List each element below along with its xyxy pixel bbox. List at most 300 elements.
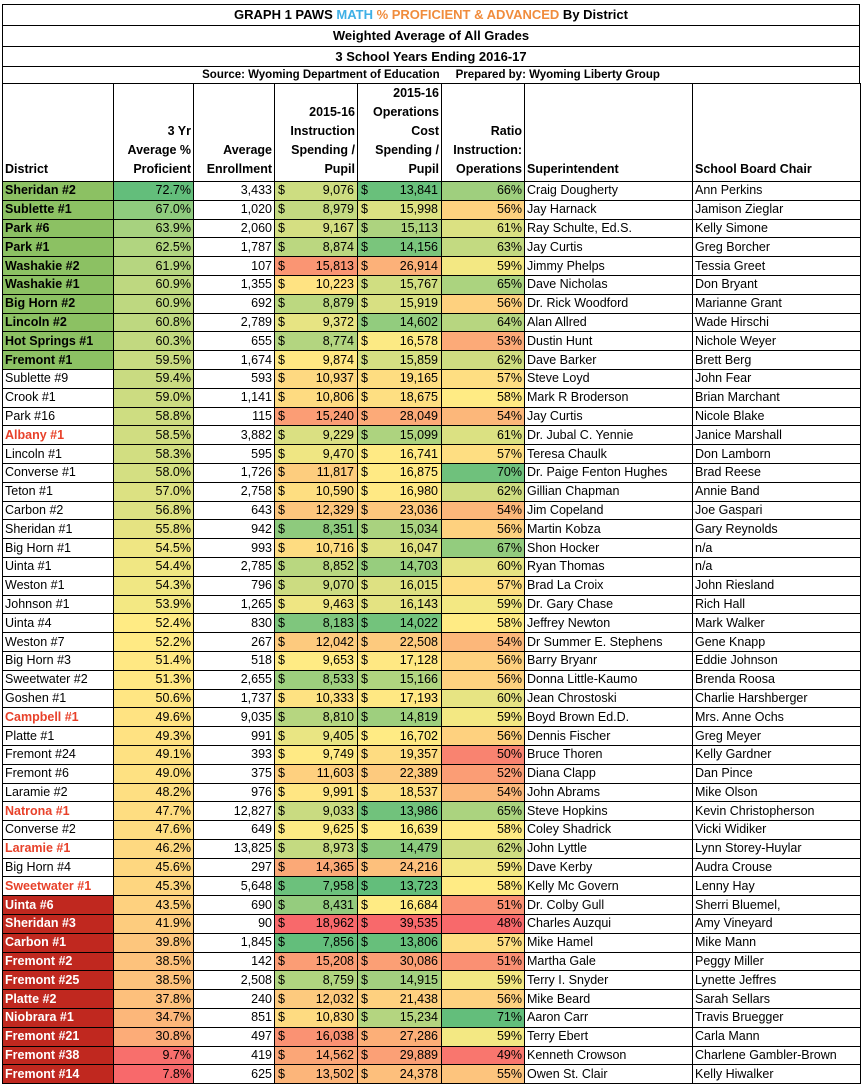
- money-wrap: [275, 652, 357, 669]
- operations-spending-cell: [358, 407, 442, 426]
- enrollment-cell: 993: [194, 539, 275, 558]
- instruction-value: 8,973: [322, 841, 354, 856]
- instruction-spending-cell: [275, 708, 358, 727]
- district-cell: Uinta #6: [3, 896, 114, 915]
- table-row: [3, 764, 861, 783]
- instruction-value: 8,774: [322, 333, 354, 348]
- table-row: [3, 595, 861, 614]
- dollar-sign: $: [278, 258, 285, 273]
- operations-value: 14,156: [399, 239, 438, 254]
- operations-spending-cell: [358, 745, 442, 764]
- instruction-value: 8,979: [322, 202, 354, 217]
- dollar-sign: $: [361, 897, 368, 912]
- ratio-cell: 71%: [442, 1009, 525, 1028]
- ratio-cell: 59%: [442, 595, 525, 614]
- dollar-sign: $: [278, 935, 285, 950]
- dollar-sign: $: [361, 728, 368, 743]
- chart-title: [2, 4, 860, 25]
- instruction-spending-cell: [275, 257, 358, 276]
- board-chair-cell: Janice Marshall: [693, 426, 861, 445]
- instruction-value: 9,874: [322, 352, 354, 367]
- dollar-sign: $: [278, 897, 285, 912]
- operations-value: 16,684: [399, 897, 438, 912]
- dollar-sign: $: [361, 390, 368, 405]
- instruction-spending-cell: [275, 407, 358, 426]
- money-wrap: [275, 859, 357, 876]
- dollar-sign: $: [361, 1029, 368, 1044]
- dollar-sign: $: [361, 559, 368, 574]
- operations-value: 29,889: [399, 1048, 438, 1063]
- operations-spending-cell: [358, 708, 442, 727]
- superintendent-cell: Jay Curtis: [525, 407, 693, 426]
- board-chair-cell: Mike Mann: [693, 933, 861, 952]
- instruction-spending-cell: [275, 388, 358, 407]
- district-cell: Platte #2: [3, 990, 114, 1009]
- board-chair-cell: Marianne Grant: [693, 294, 861, 313]
- district-cell: Sweetwater #1: [3, 877, 114, 896]
- dollar-sign: $: [361, 183, 368, 198]
- avg-proficient-cell: 59.5%: [114, 351, 194, 370]
- operations-value: 15,919: [399, 296, 438, 311]
- ratio-cell: 62%: [442, 351, 525, 370]
- enrollment-cell: 2,508: [194, 971, 275, 990]
- header-ratio: Ratio Instruction: Operations: [442, 84, 525, 182]
- ratio-cell: 54%: [442, 633, 525, 652]
- ratio-cell: 65%: [442, 275, 525, 294]
- district-cell: Weston #1: [3, 576, 114, 595]
- superintendent-cell: Dustin Hunt: [525, 332, 693, 351]
- table-row: [3, 783, 861, 802]
- operations-value: 15,166: [399, 672, 438, 687]
- enrollment-cell: 796: [194, 576, 275, 595]
- operations-spending-cell: [358, 614, 442, 633]
- board-chair-cell: Sarah Sellars: [693, 990, 861, 1009]
- money-wrap: [358, 333, 441, 350]
- instruction-spending-cell: [275, 614, 358, 633]
- dollar-sign: $: [278, 991, 285, 1006]
- avg-proficient-cell: 56.8%: [114, 501, 194, 520]
- dollar-sign: $: [361, 371, 368, 386]
- table-row: [3, 933, 861, 952]
- operations-value: 23,036: [399, 502, 438, 517]
- dollar-sign: $: [361, 972, 368, 987]
- operations-spending-cell: [358, 332, 442, 351]
- operations-value: 16,639: [399, 822, 438, 837]
- table-row: [3, 1046, 861, 1065]
- avg-proficient-cell: 47.6%: [114, 821, 194, 840]
- table-row: [3, 727, 861, 746]
- money-wrap: [275, 671, 357, 688]
- ratio-cell: 57%: [442, 576, 525, 595]
- instruction-spending-cell: [275, 839, 358, 858]
- money-wrap: [358, 615, 441, 632]
- instruction-value: 15,240: [315, 408, 354, 423]
- money-wrap: [275, 502, 357, 519]
- money-wrap: [275, 1028, 357, 1045]
- operations-spending-cell: [358, 445, 442, 464]
- operations-spending-cell: [358, 933, 442, 952]
- board-chair-cell: Tessia Greet: [693, 257, 861, 276]
- money-wrap: [275, 370, 357, 387]
- board-chair-cell: Kelly Hiwalker: [693, 1065, 861, 1084]
- instruction-value: 7,856: [322, 935, 354, 950]
- instruction-value: 15,813: [315, 258, 354, 273]
- avg-proficient-cell: 7.8%: [114, 1065, 194, 1084]
- board-chair-cell: Sherri Bluemel,: [693, 896, 861, 915]
- dollar-sign: $: [361, 427, 368, 442]
- dollar-sign: $: [361, 1048, 368, 1063]
- table-row: [3, 745, 861, 764]
- superintendent-cell: Jim Copeland: [525, 501, 693, 520]
- operations-spending-cell: [358, 275, 442, 294]
- avg-proficient-cell: 60.9%: [114, 294, 194, 313]
- table-row: [3, 219, 861, 238]
- operations-value: 13,723: [399, 878, 438, 893]
- instruction-spending-cell: [275, 783, 358, 802]
- money-wrap: [275, 521, 357, 538]
- title-suffix: By District: [559, 7, 628, 22]
- district-cell: Fremont #1: [3, 351, 114, 370]
- avg-proficient-cell: 34.7%: [114, 1009, 194, 1028]
- board-chair-cell: Dan Pince: [693, 764, 861, 783]
- money-wrap: [358, 840, 441, 857]
- dollar-sign: $: [278, 596, 285, 611]
- ratio-cell: 61%: [442, 426, 525, 445]
- superintendent-cell: Jay Curtis: [525, 238, 693, 257]
- instruction-spending-cell: [275, 351, 358, 370]
- dollar-sign: $: [278, 916, 285, 931]
- superintendent-cell: Ryan Thomas: [525, 557, 693, 576]
- instruction-spending-cell: [275, 501, 358, 520]
- dollar-sign: $: [278, 766, 285, 781]
- enrollment-cell: 3,882: [194, 426, 275, 445]
- superintendent-cell: Barry Bryanr: [525, 651, 693, 670]
- enrollment-cell: 1,020: [194, 200, 275, 219]
- operations-spending-cell: [358, 915, 442, 934]
- board-chair-cell: Gary Reynolds: [693, 520, 861, 539]
- operations-value: 15,034: [399, 521, 438, 536]
- instruction-value: 14,365: [315, 860, 354, 875]
- operations-spending-cell: [358, 501, 442, 520]
- operations-value: 15,099: [399, 427, 438, 442]
- enrollment-cell: 830: [194, 614, 275, 633]
- dollar-sign: $: [278, 427, 285, 442]
- instruction-spending-cell: [275, 1027, 358, 1046]
- district-cell: Platte #1: [3, 727, 114, 746]
- instruction-value: 11,603: [316, 766, 354, 781]
- district-cell: Lincoln #1: [3, 445, 114, 464]
- district-cell: Goshen #1: [3, 689, 114, 708]
- board-chair-cell: Mike Olson: [693, 783, 861, 802]
- dollar-sign: $: [278, 521, 285, 536]
- enrollment-cell: 419: [194, 1046, 275, 1065]
- dollar-sign: $: [278, 352, 285, 367]
- district-cell: Big Horn #4: [3, 858, 114, 877]
- enrollment-cell: 9,035: [194, 708, 275, 727]
- instruction-spending-cell: [275, 463, 358, 482]
- instruction-value: 8,183: [322, 615, 354, 630]
- dollar-sign: $: [278, 446, 285, 461]
- money-wrap: [358, 258, 441, 275]
- instruction-value: 12,032: [315, 991, 354, 1006]
- operations-value: 16,047: [399, 540, 438, 555]
- money-wrap: [358, 991, 441, 1008]
- avg-proficient-cell: 48.2%: [114, 783, 194, 802]
- money-wrap: [275, 201, 357, 218]
- instruction-value: 12,329: [315, 502, 354, 517]
- district-cell: Hot Springs #1: [3, 332, 114, 351]
- operations-spending-cell: [358, 1046, 442, 1065]
- money-wrap: [358, 352, 441, 369]
- operations-value: 17,128: [399, 653, 438, 668]
- money-wrap: [358, 464, 441, 481]
- money-wrap: [275, 784, 357, 801]
- superintendent-cell: Mark R Broderson: [525, 388, 693, 407]
- instruction-spending-cell: [275, 633, 358, 652]
- money-wrap: [358, 446, 441, 463]
- money-wrap: [358, 1066, 441, 1083]
- money-wrap: [275, 483, 357, 500]
- enrollment-cell: 991: [194, 727, 275, 746]
- money-wrap: [358, 502, 441, 519]
- operations-spending-cell: [358, 351, 442, 370]
- table-row: [3, 990, 861, 1009]
- board-chair-cell: Eddie Johnson: [693, 651, 861, 670]
- operations-spending-cell: [358, 482, 442, 501]
- dollar-sign: $: [361, 634, 368, 649]
- table-row: [3, 200, 861, 219]
- district-cell: Natrona #1: [3, 802, 114, 821]
- instruction-value: 10,590: [315, 484, 354, 499]
- report-container: [2, 4, 860, 1084]
- instruction-value: 8,431: [322, 897, 354, 912]
- operations-value: 21,438: [399, 991, 438, 1006]
- money-wrap: [275, 953, 357, 970]
- money-wrap: [275, 690, 357, 707]
- instruction-spending-cell: [275, 877, 358, 896]
- board-chair-cell: Mrs. Anne Ochs: [693, 708, 861, 727]
- instruction-spending-cell: [275, 990, 358, 1009]
- district-cell: Sheridan #3: [3, 915, 114, 934]
- ratio-cell: 57%: [442, 445, 525, 464]
- table-row: [3, 670, 861, 689]
- table-row: [3, 557, 861, 576]
- operations-value: 14,022: [399, 615, 438, 630]
- money-wrap: [275, 765, 357, 782]
- operations-value: 39,535: [399, 916, 438, 931]
- instruction-spending-cell: [275, 313, 358, 332]
- district-table: [2, 83, 861, 1084]
- operations-value: 16,578: [399, 333, 438, 348]
- dollar-sign: $: [278, 1010, 285, 1025]
- district-cell: Niobrara #1: [3, 1009, 114, 1028]
- dollar-sign: $: [278, 690, 285, 705]
- district-cell: Uinta #1: [3, 557, 114, 576]
- money-wrap: [275, 408, 357, 425]
- instruction-spending-cell: [275, 482, 358, 501]
- source-text: Source: Wyoming Department of Education: [202, 69, 440, 81]
- instruction-value: 8,810: [322, 709, 354, 724]
- operations-value: 16,143: [399, 596, 438, 611]
- instruction-spending-cell: [275, 802, 358, 821]
- operations-value: 24,378: [399, 1066, 438, 1081]
- avg-proficient-cell: 43.5%: [114, 896, 194, 915]
- dollar-sign: $: [361, 784, 368, 799]
- board-chair-cell: Brenda Roosa: [693, 670, 861, 689]
- instruction-value: 10,806: [315, 390, 354, 405]
- operations-spending-cell: [358, 971, 442, 990]
- dollar-sign: $: [278, 333, 285, 348]
- board-chair-cell: Kelly Simone: [693, 219, 861, 238]
- instruction-value: 10,223: [315, 277, 354, 292]
- instruction-spending-cell: [275, 764, 358, 783]
- avg-proficient-cell: 59.4%: [114, 369, 194, 388]
- enrollment-cell: 2,758: [194, 482, 275, 501]
- superintendent-cell: Mike Beard: [525, 990, 693, 1009]
- money-wrap: [275, 840, 357, 857]
- dollar-sign: $: [361, 841, 368, 856]
- header-superintendent: Superintendent: [525, 84, 693, 182]
- instruction-spending-cell: [275, 745, 358, 764]
- operations-value: 14,602: [399, 314, 438, 329]
- table-row: [3, 501, 861, 520]
- district-cell: Fremont #6: [3, 764, 114, 783]
- money-wrap: [275, 596, 357, 613]
- money-wrap: [358, 182, 441, 199]
- dollar-sign: $: [361, 484, 368, 499]
- ratio-cell: 56%: [442, 670, 525, 689]
- ratio-cell: 70%: [442, 463, 525, 482]
- instruction-spending-cell: [275, 369, 358, 388]
- enrollment-cell: 851: [194, 1009, 275, 1028]
- operations-value: 15,859: [399, 352, 438, 367]
- superintendent-cell: John Lyttle: [525, 839, 693, 858]
- avg-proficient-cell: 45.3%: [114, 877, 194, 896]
- avg-proficient-cell: 38.5%: [114, 971, 194, 990]
- ratio-cell: 58%: [442, 877, 525, 896]
- board-chair-cell: Ann Perkins: [693, 182, 861, 201]
- operations-value: 14,819: [399, 709, 438, 724]
- avg-proficient-cell: 72.7%: [114, 182, 194, 201]
- table-row: [3, 182, 861, 201]
- avg-proficient-cell: 58.0%: [114, 463, 194, 482]
- table-row: [3, 539, 861, 558]
- money-wrap: [358, 370, 441, 387]
- operations-value: 28,049: [399, 408, 438, 423]
- instruction-spending-cell: [275, 445, 358, 464]
- ratio-cell: 66%: [442, 182, 525, 201]
- table-row: [3, 877, 861, 896]
- money-wrap: [275, 634, 357, 651]
- dollar-sign: $: [278, 954, 285, 969]
- board-chair-cell: Lynette Jeffres: [693, 971, 861, 990]
- board-chair-cell: Vicki Widiker: [693, 821, 861, 840]
- board-chair-cell: Peggy Miller: [693, 952, 861, 971]
- avg-proficient-cell: 46.2%: [114, 839, 194, 858]
- superintendent-cell: Brad La Croix: [525, 576, 693, 595]
- table-body: [3, 182, 861, 1084]
- instruction-value: 10,830: [315, 1010, 354, 1025]
- board-chair-cell: Kelly Gardner: [693, 745, 861, 764]
- operations-spending-cell: [358, 764, 442, 783]
- avg-proficient-cell: 39.8%: [114, 933, 194, 952]
- instruction-value: 18,962: [315, 916, 354, 931]
- board-chair-cell: Jamison Zieglar: [693, 200, 861, 219]
- ratio-cell: 50%: [442, 745, 525, 764]
- board-chair-cell: Charlene Gambler-Brown: [693, 1046, 861, 1065]
- header-board-chair: School Board Chair: [693, 84, 861, 182]
- dollar-sign: $: [278, 202, 285, 217]
- instruction-spending-cell: [275, 858, 358, 877]
- operations-spending-cell: [358, 463, 442, 482]
- ratio-cell: 48%: [442, 915, 525, 934]
- operations-value: 16,875: [399, 465, 438, 480]
- instruction-value: 9,463: [322, 596, 354, 611]
- board-chair-cell: Travis Bruegger: [693, 1009, 861, 1028]
- avg-proficient-cell: 58.3%: [114, 445, 194, 464]
- money-wrap: [358, 239, 441, 256]
- district-cell: Fremont #25: [3, 971, 114, 990]
- operations-spending-cell: [358, 821, 442, 840]
- operations-spending-cell: [358, 802, 442, 821]
- dollar-sign: $: [361, 709, 368, 724]
- board-chair-cell: John Riesland: [693, 576, 861, 595]
- money-wrap: [358, 596, 441, 613]
- instruction-value: 8,874: [322, 239, 354, 254]
- instruction-spending-cell: [275, 238, 358, 257]
- district-cell: Sublette #9: [3, 369, 114, 388]
- instruction-value: 9,167: [322, 220, 354, 235]
- table-row: [3, 651, 861, 670]
- operations-spending-cell: [358, 858, 442, 877]
- district-cell: Johnson #1: [3, 595, 114, 614]
- instruction-spending-cell: [275, 1046, 358, 1065]
- ratio-cell: 64%: [442, 313, 525, 332]
- dollar-sign: $: [278, 296, 285, 311]
- operations-value: 24,216: [399, 860, 438, 875]
- money-wrap: [358, 953, 441, 970]
- operations-spending-cell: [358, 238, 442, 257]
- instruction-spending-cell: [275, 182, 358, 201]
- ratio-cell: 61%: [442, 219, 525, 238]
- board-chair-cell: Carla Mann: [693, 1027, 861, 1046]
- superintendent-cell: Aaron Carr: [525, 1009, 693, 1028]
- dollar-sign: $: [361, 747, 368, 762]
- instruction-spending-cell: [275, 689, 358, 708]
- board-chair-cell: Lenny Hay: [693, 877, 861, 896]
- ratio-cell: 56%: [442, 651, 525, 670]
- dollar-sign: $: [278, 239, 285, 254]
- superintendent-cell: Shon Hocker: [525, 539, 693, 558]
- ratio-cell: 56%: [442, 727, 525, 746]
- dollar-sign: $: [278, 972, 285, 987]
- superintendent-cell: Steve Hopkins: [525, 802, 693, 821]
- subtitle-years: 3 School Years Ending 2016-17: [2, 46, 860, 66]
- district-cell: Lincoln #2: [3, 313, 114, 332]
- district-cell: Teton #1: [3, 482, 114, 501]
- table-row: [3, 463, 861, 482]
- instruction-value: 9,070: [322, 578, 354, 593]
- dollar-sign: $: [278, 540, 285, 555]
- instruction-value: 9,076: [322, 183, 354, 198]
- superintendent-cell: Terry Ebert: [525, 1027, 693, 1046]
- money-wrap: [275, 803, 357, 820]
- money-wrap: [275, 746, 357, 763]
- ratio-cell: 58%: [442, 614, 525, 633]
- district-cell: Park #16: [3, 407, 114, 426]
- board-chair-cell: Brad Reese: [693, 463, 861, 482]
- avg-proficient-cell: 62.5%: [114, 238, 194, 257]
